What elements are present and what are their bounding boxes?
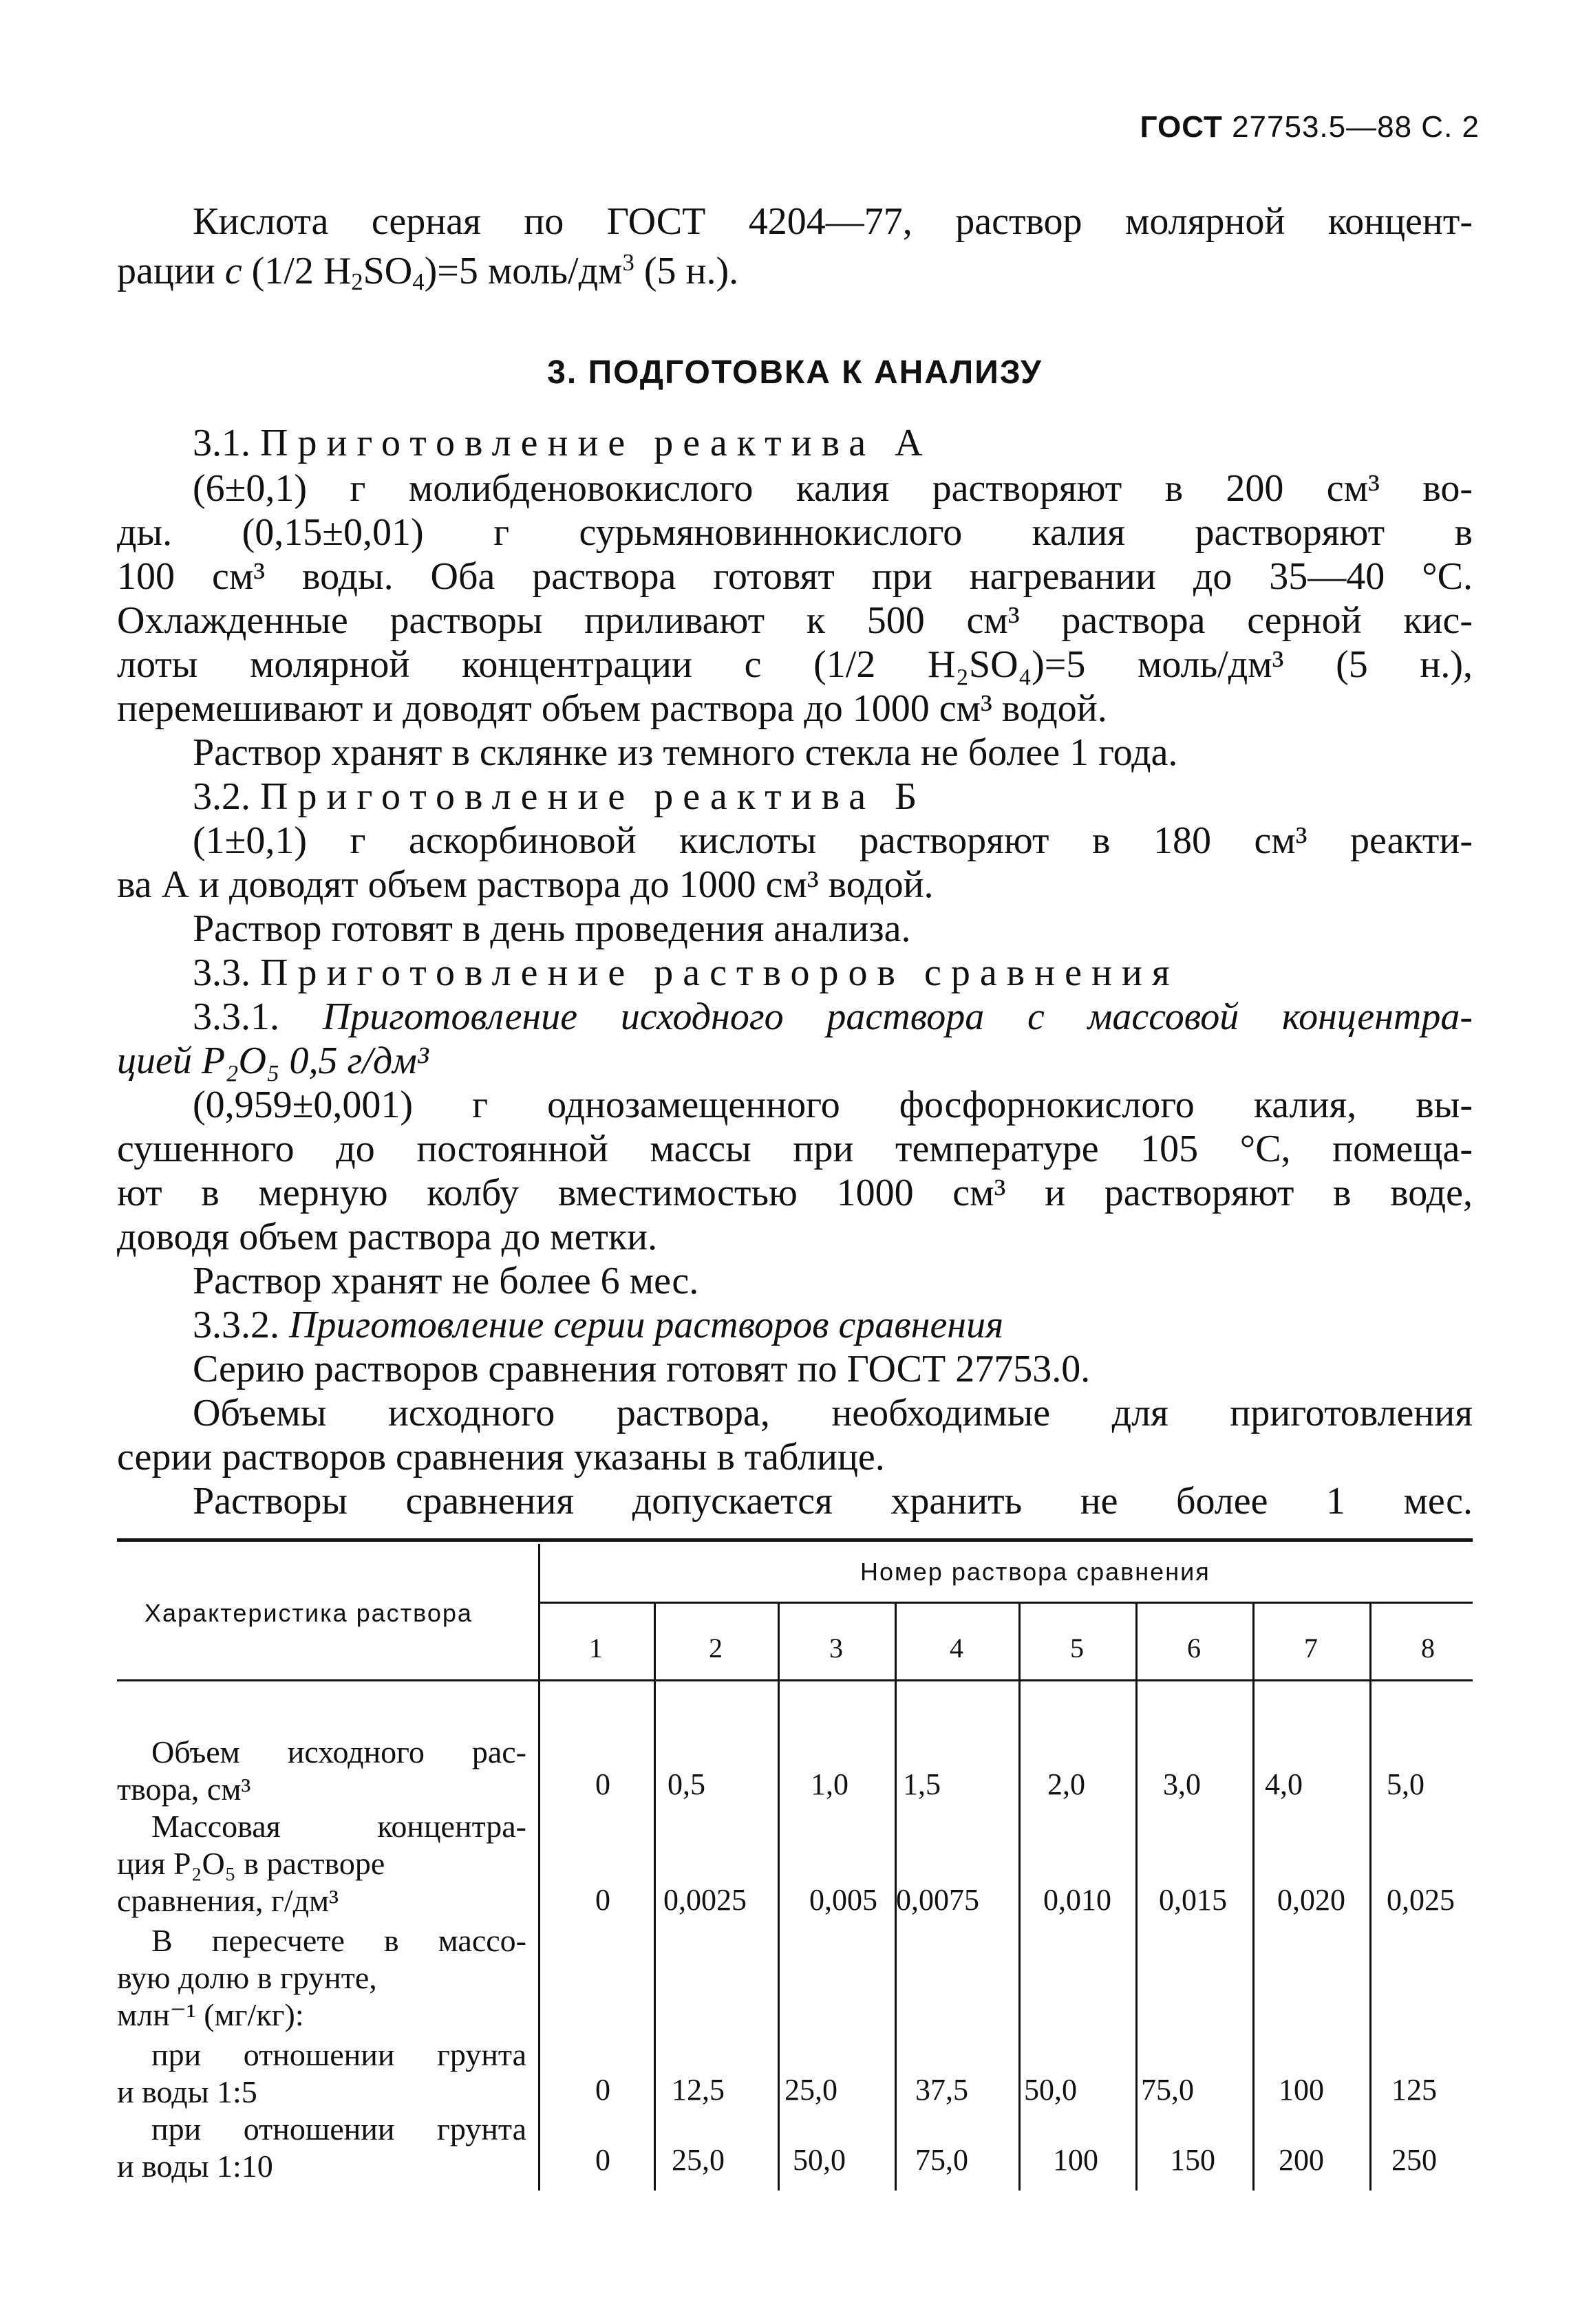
table-header-rule: [117, 1679, 1473, 1681]
cell-r2-c7: 0,020: [1277, 1883, 1345, 1917]
s32-heading: 3.2. Приготовление реактива Б: [193, 775, 927, 818]
cell-r2-c5: 0,010: [1043, 1883, 1111, 1917]
table-top-rule: [117, 1538, 1473, 1542]
table-num-3: 3: [829, 1633, 843, 1664]
row4-label-2: и воды 1:5: [117, 2074, 257, 2109]
cell-r4-c8: 125: [1391, 2073, 1437, 2107]
row3-label-3: млн⁻¹ (мг/кг):: [117, 1997, 304, 2032]
table-group-rule: [538, 1602, 1473, 1604]
cell-r2-c1: 0: [595, 1883, 610, 1917]
row5-label-1: при отношении грунта: [151, 2111, 526, 2147]
cell-r4-c3: 25,0: [784, 2073, 837, 2107]
cell-r4-c5: 50,0: [1024, 2073, 1077, 2107]
cell-r5-c8: 250: [1391, 2143, 1437, 2177]
cell-r4-c2: 12,5: [672, 2073, 725, 2107]
s332-para-3: серии растворов сравнения указаны в таблице.: [117, 1436, 885, 1478]
s331-para-3: ют в мерную колбу вместимостью 1000 см³ и растворяют в воде,: [117, 1172, 1473, 1214]
row5-label-2: и воды 1:10: [117, 2149, 273, 2184]
header-number: 27753.5—88: [1232, 110, 1413, 144]
cell-r1-c8: 5,0: [1387, 1767, 1424, 1801]
row1-label-2: твора, см³: [117, 1772, 251, 1807]
cell-r1-c3: 1,0: [811, 1767, 848, 1801]
s31-line-7: Раствор хранят в склянке из темного стекла не более 1 года.: [193, 731, 1178, 774]
cell-r5-c6: 150: [1170, 2143, 1215, 2177]
cell-r4-c1: 0: [595, 2073, 610, 2107]
header-page: С. 2: [1421, 110, 1480, 144]
row2-label-3: сравнения, г/дм³: [117, 1883, 339, 1918]
s31-line-1: (6±0,1) г молибденовокислого калия растворяют в 200 см³ во-: [193, 467, 1473, 510]
cell-r2-c8: 0,025: [1387, 1883, 1455, 1917]
table-group-header: Номер раствора сравнения: [860, 1558, 1210, 1586]
cell-r5-c5: 100: [1053, 2143, 1098, 2177]
row1-label-1: Объем исходного рас-: [151, 1734, 526, 1769]
cell-r2-c3: 0,005: [809, 1883, 877, 1917]
s332-para-2: Объемы исходного раствора, необходимые для приготовления: [193, 1392, 1473, 1434]
cell-r4-c7: 100: [1279, 2073, 1324, 2107]
table-vline-main: [538, 1544, 540, 2191]
cell-r1-c6: 3,0: [1163, 1767, 1201, 1801]
row2-label-1: Массовая концентра-: [151, 1809, 526, 1844]
table-num-8: 8: [1421, 1633, 1435, 1664]
cell-r1-c7: 4,0: [1265, 1767, 1303, 1801]
table-num-5: 5: [1070, 1633, 1084, 1664]
s331-heading-2: цией P₂O₅ 0,5 г/дм³: [117, 1040, 429, 1082]
row2-label-2: ция P₂O₅ в растворе: [117, 1846, 385, 1881]
s31-line-6: перемешивают и доводят объем раствора до 1000 см³ водой.: [117, 687, 1107, 730]
header-gost: ГОСТ: [1140, 110, 1223, 144]
cell-r2-c4: 0,0075: [896, 1883, 979, 1917]
table-num-1: 1: [589, 1633, 603, 1664]
s331-para-4: доводя объем раствора до метки.: [117, 1216, 658, 1258]
s31-line-3: 100 см³ воды. Оба раствора готовят при нагревании до 35—40 °С.: [117, 555, 1473, 598]
s32-line-3: Раствор готовят в день проведения анализа.: [193, 907, 911, 950]
table-num-6: 6: [1187, 1633, 1201, 1664]
section-3-title: 3. ПОДГОТОВКА К АНАЛИЗУ: [547, 354, 1043, 391]
cell-r5-c2: 25,0: [672, 2143, 725, 2177]
table-num-2: 2: [709, 1633, 723, 1664]
s31-heading: 3.1. Приготовление реактива А: [193, 422, 932, 464]
cell-r5-c3: 50,0: [793, 2143, 846, 2177]
reference-solutions-table: [117, 1538, 1473, 2192]
table-col-header: Характеристика раствора: [145, 1599, 473, 1627]
intro-line-1: Кислота серная по ГОСТ 4204—77, раствор молярной концент-: [193, 200, 1473, 243]
s31-line-2: ды. (0,15±0,01) г сурьмяновиннокислого калия растворяют в: [117, 511, 1473, 554]
cell-r1-c5: 2,0: [1047, 1767, 1085, 1801]
s332-para-1: Серию растворов сравнения готовят по ГОСТ 27753.0.: [193, 1348, 1091, 1390]
table-num-7: 7: [1304, 1633, 1318, 1664]
table-num-4: 4: [950, 1633, 963, 1664]
cell-r4-c4: 37,5: [915, 2073, 968, 2107]
cell-r5-c7: 200: [1279, 2143, 1324, 2177]
s331-para-1: (0,959±0,001) г однозамещенного фосфорнокислого калия, вы-: [193, 1084, 1473, 1126]
cell-r4-c6: 75,0: [1141, 2073, 1194, 2107]
row4-label-1: при отношении грунта: [151, 2037, 526, 2072]
s31-line-4: Охлажденные растворы приливают к 500 см³ раствора серной кис-: [117, 599, 1473, 642]
intro-line-2: рации c (1/2 $H_2SO_4)=5$ моль/$дм^3$ (5 н.).: [117, 249, 739, 295]
cell-r2-c2: 0,0025: [663, 1883, 747, 1917]
s31-line-5: лоты молярной концентрации c (1/2 H₂SO₄)=5 моль/дм³ (5 н.),: [117, 643, 1473, 686]
cell-r1-c1: 0: [595, 1767, 610, 1801]
s332-heading: 3.3.2. Приготовление серии растворов сравнения: [193, 1304, 1004, 1346]
s331-heading-1: 3.3.1. Приготовление исходного раствора с массовой концентра-: [193, 996, 1473, 1038]
s331-para-5: Раствор хранят не более 6 мес.: [193, 1260, 699, 1302]
cell-r1-c2: 0,5: [668, 1767, 705, 1801]
s32-line-2: ва А и доводят объем раствора до 1000 см³ водой.: [117, 863, 934, 906]
cell-r1-c4: 1,5: [903, 1767, 941, 1801]
s32-line-1: (1±0,1) г аскорбиновой кислоты растворяют в 180 см³ реакти-: [193, 819, 1473, 862]
cell-r5-c4: 75,0: [915, 2143, 968, 2177]
page-header: [1140, 110, 1480, 144]
s332-para-4: Растворы сравнения допускается хранить не более 1 мес.: [193, 1480, 1473, 1523]
s33-heading: 3.3. Приготовление растворов сравнения: [193, 951, 1180, 994]
row3-label-1: В пересчете в массо-: [151, 1923, 526, 1958]
cell-r2-c6: 0,015: [1159, 1883, 1227, 1917]
cell-r5-c1: 0: [595, 2143, 610, 2177]
row3-label-2: вую долю в грунте,: [117, 1960, 377, 1995]
s331-para-2: сушенного до постоянной массы при температуре 105 °С, помеща-: [117, 1128, 1473, 1170]
